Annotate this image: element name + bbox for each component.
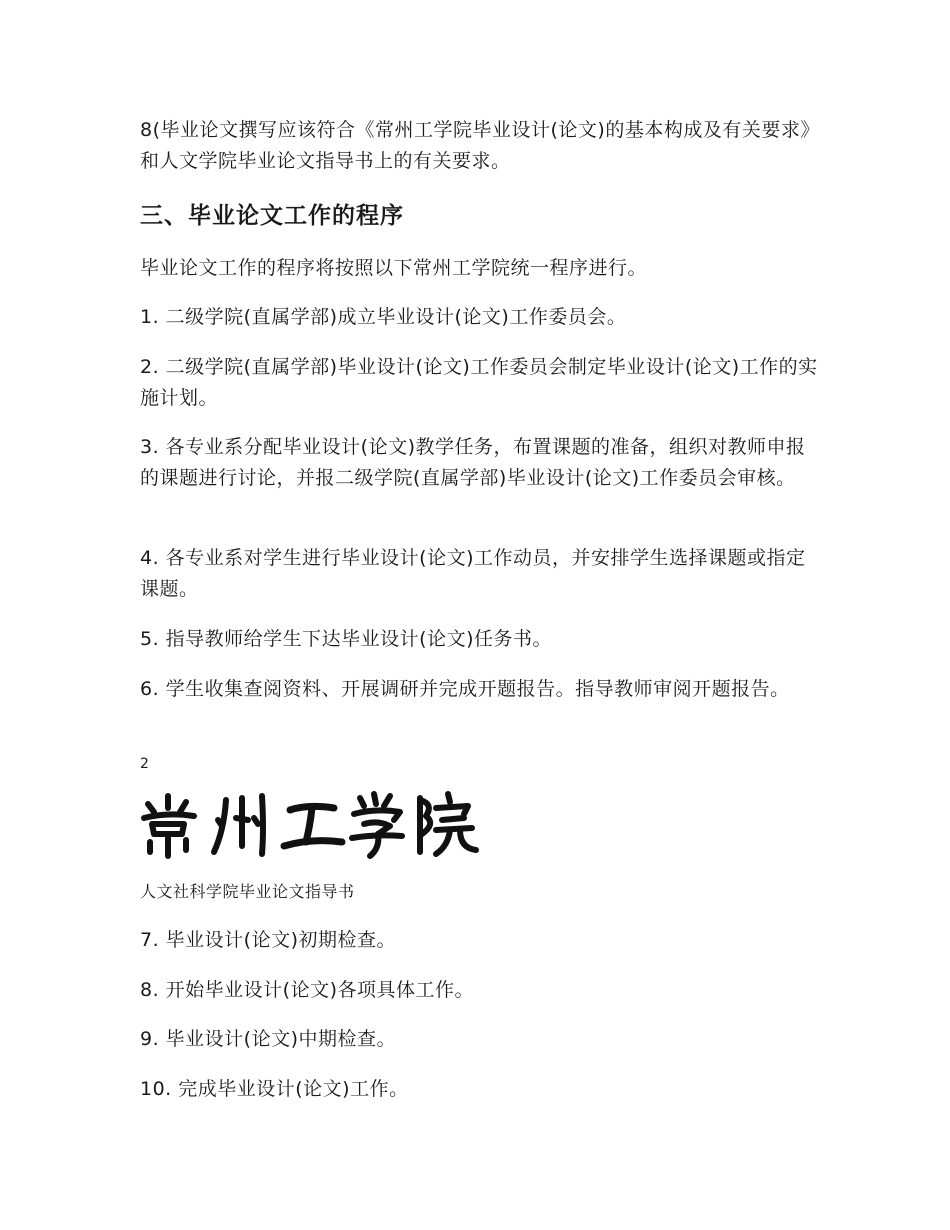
step-1: 1. 二级学院(直属学部)成立毕业设计(论文)工作委员会。	[140, 306, 627, 328]
step-4: 4. 各专业系对学生进行毕业设计(论文)工作动员，并安排学生选择课题或指定课题。	[140, 547, 806, 600]
page-number: 2	[140, 756, 149, 772]
section-heading: 三、毕业论文工作的程序	[140, 203, 404, 229]
step-3: 3. 各专业系分配毕业设计(论文)教学任务，布置课题的准备，组织对教师申报的课题进行讨论，并报二级学院(直属学部)毕业设计(论文)工作委员会审核。	[140, 436, 806, 489]
program-intro: 毕业论文工作的程序将按照以下常州工学院统一程序进行。	[140, 257, 648, 279]
step-5: 5. 指导教师给学生下达毕业设计(论文)任务书。	[140, 628, 552, 650]
calligraphy-logo-icon	[138, 790, 483, 860]
step-9: 9. 毕业设计(论文)中期检查。	[140, 1028, 396, 1050]
step-7: 7. 毕业设计(论文)初期检查。	[140, 929, 396, 951]
step-10: 10. 完成毕业设计(论文)工作。	[140, 1078, 409, 1100]
step-8: 8. 开始毕业设计(论文)各项具体工作。	[140, 979, 474, 1001]
step-6: 6. 学生收集查阅资料、开展调研并完成开题报告。指导教师审阅开题报告。	[140, 678, 790, 700]
document-subtitle: 人文社科学院毕业论文指导书	[140, 882, 355, 901]
step-2: 2. 二级学院(直属学部)毕业设计(论文)工作委员会制定毕业设计(论文)工作的实施计划。	[140, 356, 818, 409]
paragraph-item-8: 8(毕业论文撰写应该符合《常州工学院毕业设计(论文)的基本构成及有关要求》和人文学院毕业论文指导书上的有关要求。	[140, 119, 820, 172]
institute-calligraphy-logo	[138, 790, 483, 860]
